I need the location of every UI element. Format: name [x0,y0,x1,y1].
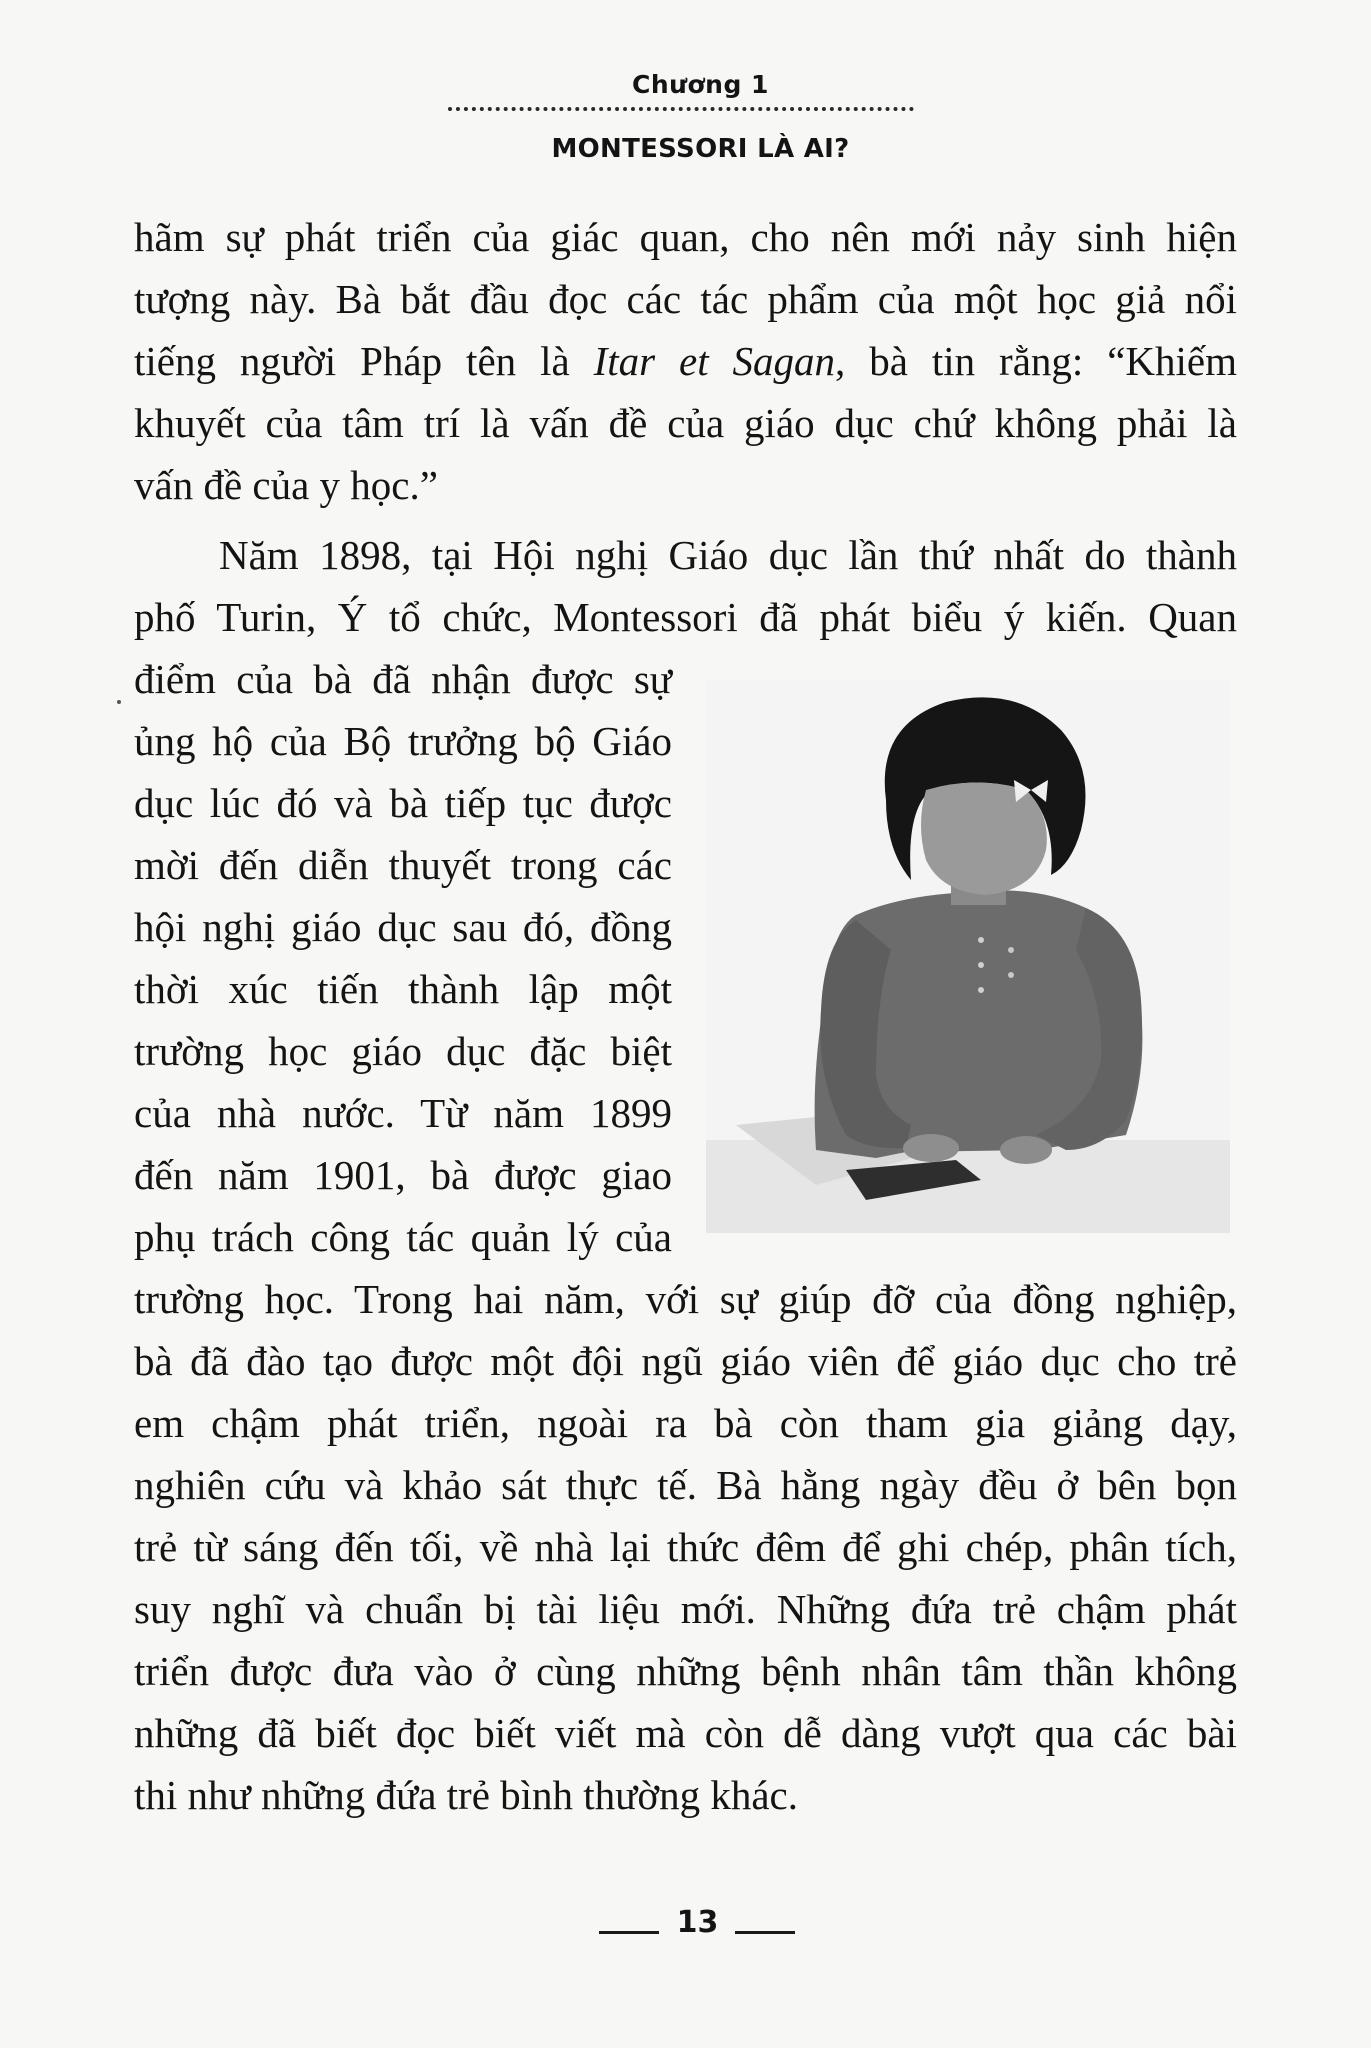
footer-dash-left [599,1931,659,1934]
text-fragment: , bà tin rằng: “Khiếm [835,338,1238,384]
text-fragment: tiếng người Pháp tên là [134,338,594,384]
text-line: thời xúc tiến thành lập một [134,966,672,1012]
text-line: ủng hộ của Bộ trưởng bộ Giáo [134,718,672,764]
text-line: dục lúc đó và bà tiếp tục được [134,780,672,826]
chapter-title: MONTESSORI LÀ AI? [551,134,850,164]
text-line: em chậm phát triển, ngoài ra bà còn tham gia giảng dạy, [134,1400,1237,1446]
page-number: 13 [676,1905,719,1940]
text-line: phố Turin, Ý tổ chức, Montessori đã phát biểu ý kiến. Quan [134,594,1237,640]
footer-dash-right [735,1931,795,1934]
text-line: trường học. Trong hai năm, với sự giúp đỡ của đồng nghiệp, [134,1276,1237,1322]
text-line: trẻ từ sáng đến tối, về nhà lại thức đêm để ghi chép, phân tích, [134,1524,1237,1570]
text-line: phụ trách công tác quản lý của [134,1214,672,1260]
text-line: nghiên cứu và khảo sát thực tế. Bà hằng ngày đều ở bên bọn [134,1462,1237,1508]
chapter-label: Chương 1 [632,70,769,99]
text-line: mời đến diễn thuyết trong các [134,842,672,888]
text-line: hãm sự phát triển của giác quan, cho nên mới nảy sinh hiện [134,214,1237,260]
text-line: của nhà nước. Từ năm 1899 [134,1090,672,1136]
text-line: điểm của bà đã nhận được sự [134,656,672,702]
text-line: bà đã đào tạo được một đội ngũ giáo viên để giáo dục cho trẻ [134,1338,1237,1384]
text-line: triển được đưa vào ở cùng những bệnh nhân tâm thần không [134,1648,1237,1694]
text-line: trường học giáo dục đặc biệt [134,1028,672,1074]
page-footer [0,1905,1371,1955]
italic-name: Itar et Sagan [593,338,836,384]
text-line: hội nghị giáo dục sau đó, đồng [134,904,672,950]
text-line: thi như những đứa trẻ bình thường khác. [134,1772,798,1818]
text-line: suy nghĩ và chuẩn bị tài liệu mới. Những đứa trẻ chậm phát [134,1586,1237,1632]
text-line: đến năm 1901, bà được giao [134,1152,672,1198]
dotted-divider [448,107,914,111]
text-line: những đã biết đọc biết viết mà còn dễ dàng vượt qua các bài [134,1710,1237,1756]
child-photo [706,680,1230,1233]
text-line: Năm 1898, tại Hội nghị Giáo dục lần thứ nhất do thành [219,532,1237,578]
margin-mark [117,700,121,704]
text-line: tượng này. Bà bắt đầu đọc các tác phẩm của một học giả nổi [134,276,1237,322]
text-line: vấn đề của y học.” [134,462,438,508]
text-line: khuyết của tâm trí là vấn đề của giáo dục chứ không phải là [134,400,1237,446]
text-line [134,330,1237,392]
